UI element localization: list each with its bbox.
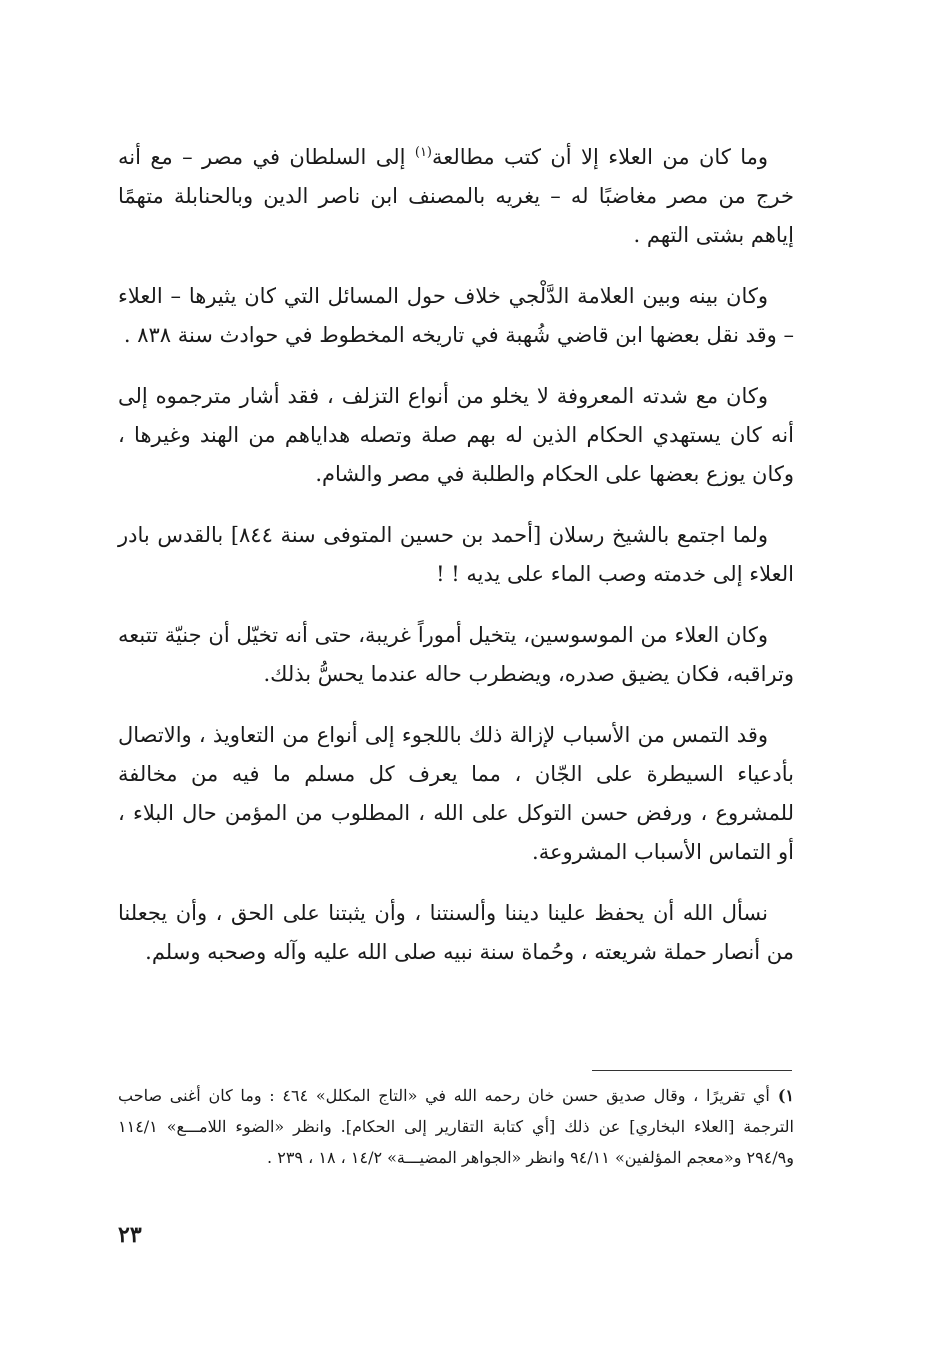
paragraph-6: وقد التمس من الأسباب لإزالة ذلك باللجوء إلى أنواع من التعاويذ ، والاتصال بأدعياء السيطرة على الجّان ، مما يعرف كل مسلم ما فيه من مخالفة للمشروع ، ورفض حسن التوكل على الله ، المطلوب من المؤمن حال البلاء ، أو التماس الأسباب المشروعة.: [118, 723, 794, 864]
paragraph-1-end: إلى السلطان في مصر – مع أنه خرج من مصر مغاضبًا له – يغريه بالمصنف ابن ناصر الدين وبالحنابلة متهمًا إياهم بشتى التهم .: [118, 145, 794, 247]
paragraph-5: وكان العلاء من الموسوسين، يتخيل أموراً غريبة، حتى أنه تخيّل أن جنيّة تتبعه وتراقبه، فكان يضيق صدره، ويضطرب حاله عندما يحسُّ بذلك.: [118, 623, 794, 686]
footnote-divider: [592, 1070, 792, 1071]
paragraph-4: ولما اجتمع بالشيخ رسلان [أحمد بن حسين المتوفى سنة ٨٤٤] بالقدس بادر العلاء إلى خدمته وصب الماء على يديه ! !: [118, 523, 794, 586]
paragraph-1: [118, 138, 794, 255]
paragraph-7: نسأل الله أن يحفظ علينا ديننا وألسنتنا ، وأن يثبتنا على الحق ، وأن يجعلنا من أنصار حملة شريعته ، وحُماة سنة نبيه صلى الله عليه وآله وصحبه وسلم.: [118, 901, 794, 964]
footnote-reference: (١): [414, 145, 432, 160]
page-number: ٢٣: [118, 1222, 142, 1248]
main-text: [118, 138, 794, 994]
paragraph-2: وكان بينه وبين العلامة الدَّلْجي خلاف حول المسائل التي كان يثيرها – العلاء – وقد نقل بعضها ابن قاضي شُهبة في تاريخه المخطوط في حوادث سنة ٨٣٨ .: [118, 284, 794, 347]
paragraph-1-start: وما كان من العلاء إلا أن كتب مطالعة: [432, 145, 768, 169]
footnote-marker: ١): [777, 1086, 795, 1105]
footnote: [118, 1080, 794, 1173]
footnote-text: أي تقريرًا ، وقال صديق حسن خان رحمه الله في «التاج المكلل» ٤٦٤ : وما كان أغنى صاحب الترجمة [العلاء البخاري] عن ذلك [أي كتابة التقارير إلى الحكام]. وانظر «الضوء اللامـــع» ١١٤/١ و٢٩٤/٩ و«معجم المؤلفين» ٩٤/١١ وانظر «الجواهر المضيـــة» ١٤/٢ ، ١٨ ، ٢٣٩ .: [118, 1086, 795, 1167]
paragraph-3: وكان مع شدته المعروفة لا يخلو من أنواع التزلف ، فقد أشار مترجموه إلى أنه كان يستهدي الحكام الذين له بهم صلة وتصله هداياهم من الهند وغيرها ، وكان يوزع بعضها على الحكام والطلبة في مصر والشام.: [118, 384, 794, 486]
